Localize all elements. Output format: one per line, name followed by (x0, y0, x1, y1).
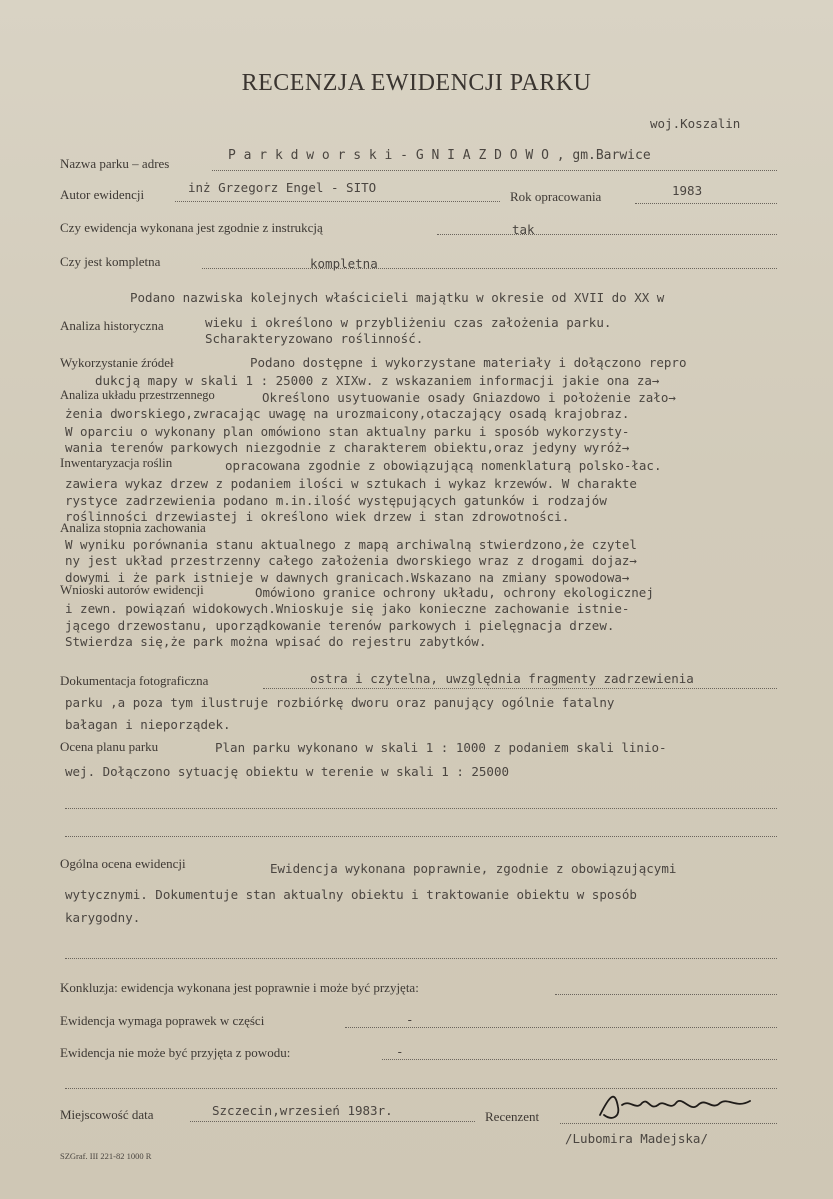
spatial-line-4: wania terenów parkowych niezgodnie z charakterem obiektu,oraz jedyny wyróż→ (65, 440, 630, 455)
historical-line-3: Scharakteryzowano roślinność. (205, 331, 424, 346)
author-line (175, 201, 500, 202)
reviewer-label: Recenzent (485, 1109, 540, 1124)
spatial-line-3: W oparciu o wykonany plan omówiono stan aktualny parku i sposób wykorzysty- (65, 424, 630, 439)
instruction-line (437, 234, 777, 235)
photo-line-1: ostra i czytelna, uwzględnia fragmenty zadrzewienia (310, 671, 694, 686)
form-title: RECENZJA EWIDENCJI PARKU (241, 70, 592, 96)
photo-line-2: parku ,a poza tym ilustruje rozbiórkę dworu oraz panujący ogólnie fatalny (65, 695, 615, 710)
place-date-value: Szczecin,wrzesień 1983r. (212, 1103, 393, 1118)
overall-blank-line (65, 958, 777, 959)
preservation-line-3: dowymi i że park istnieje w dawnych granicach.Wskazano na zmiany spowodowa→ (65, 570, 630, 585)
plants-line-2: zawiera wykaz drzew z podaniem ilości w sztukach i wykaz krzewów. W charakte (65, 476, 637, 491)
photo-label: Dokumentacja fotograficzna (60, 673, 209, 688)
historical-line-2: wieku i określono w przybliżeniu czas założenia parku. (205, 315, 612, 330)
reviewer-name: /Lubomira Madejska/ (565, 1131, 708, 1146)
overall-line-3: karygodny. (65, 910, 141, 925)
accepted-label: Konkluzja: ewidencja wykonana jest poprawnie i może być przyjęta: (60, 980, 419, 995)
sources-line-1: Podano dostępne i wykorzystane materiały i dołączono repro (250, 355, 687, 370)
historical-label: Analiza historyczna (60, 318, 164, 333)
plan-line-1: Plan parku wykonano w skali 1 : 1000 z podaniem skali linio- (215, 740, 667, 755)
complete-line (202, 268, 777, 269)
complete-label: Czy jest kompletna (60, 254, 161, 269)
spatial-line-1: Określono usytuowanie osady Gniazdowo i położenie zało→ (262, 390, 676, 405)
complete-value: kompletna (310, 256, 378, 271)
plants-line-4: roślinności drzewiastej i określono wiek drzew i stan zdrowotności. (65, 509, 570, 524)
sources-label: Wykorzystanie źródeł (60, 355, 174, 370)
partial-line (345, 1027, 777, 1028)
plants-line-1: opracowana zgodnie z obowiązującą nomenklaturą polsko-łac. (225, 458, 662, 473)
spatial-label: Analiza układu przestrzennego (60, 388, 215, 402)
park-name-label: Nazwa parku – adres (60, 156, 170, 171)
park-name-value: P a r k d w o r s k i - G N I A Z D O W O , gm.Barwice (228, 148, 651, 163)
instruction-label: Czy ewidencja wykonana jest zgodnie z instrukcją (60, 220, 323, 235)
plan-blank-line-2 (65, 836, 777, 837)
rejected-label: Ewidencja nie może być przyjęta z powodu: (60, 1045, 291, 1060)
conclusions-label: Wnioski autorów ewidencji (60, 582, 204, 597)
place-date-label: Miejscowość data (60, 1107, 154, 1122)
photo-line-3: bałagan i nieporządek. (65, 717, 231, 732)
print-code: SZGraf. III 221-82 1000 R (60, 1151, 152, 1161)
reviewer-signature (590, 1085, 770, 1125)
spatial-line-2: żenia dworskiego,zwracając uwagę na urozmaicony,otaczający osadą krajobraz. (65, 406, 630, 421)
preservation-label: Analiza stopnia zachowania (60, 520, 206, 535)
photo-line (263, 688, 777, 689)
accepted-line (555, 994, 777, 995)
sources-line-2: dukcją mapy w skali 1 : 25000 z XIXw. z wskazaniem informacji jakie ona za→ (95, 373, 660, 388)
rejected-value: - (396, 1044, 404, 1059)
rejected-line (382, 1059, 777, 1060)
preservation-line-1: W wyniku porównania stanu aktualnego z mapą archiwalną stwierdzono,że czytel (65, 537, 637, 552)
overall-line-2: wytycznymi. Dokumentuje stan aktualny obiektu i traktowanie obiektu w sposób (65, 887, 637, 902)
conclusions-line-2: i zewn. powiązań widokowych.Wnioskuje się jako konieczne zachowanie istnie- (65, 601, 630, 616)
conclusions-line-1: Omówiono granice ochrony układu, ochrony ekologicznej (255, 585, 654, 600)
plan-line-2: wej. Dołączono sytuację obiektu w terenie w skali 1 : 25000 (65, 764, 510, 779)
plan-blank-line-1 (65, 808, 777, 809)
conclusions-line-3: jącego drzewostanu, uporządkowanie terenów parkowych i pielęgnacja drzew. (65, 618, 615, 633)
place-date-line (190, 1121, 475, 1122)
instruction-value: tak (512, 222, 535, 237)
plan-label: Ocena planu parku (60, 739, 159, 754)
partial-label: Ewidencja wymaga poprawek w części (60, 1013, 265, 1028)
historical-line-1: Podano nazwiska kolejnych właścicieli majątku w okresie od XVII do XX w (130, 290, 665, 305)
year-value: 1983 (672, 183, 703, 198)
year-label: Rok opracowania (510, 189, 602, 204)
overall-line-1: Ewidencja wykonana poprawnie, zgodnie z obowiązującymi (270, 861, 677, 876)
overall-label: Ogólna ocena ewidencji (60, 856, 186, 871)
preservation-line-2: ny jest układ przestrzenny całego założenia dworskiego wraz z drogami dojaz→ (65, 553, 637, 568)
plants-label: Inwentaryzacja roślin (60, 455, 173, 470)
conclusions-line-4: Stwierdza się,że park można wpisać do rejestru zabytków. (65, 634, 487, 649)
year-line (635, 203, 777, 204)
partial-value: - (406, 1012, 414, 1027)
plants-line-3: rystyce zadrzewienia podano m.in.ilość występujących gatunków i rodzajów (65, 493, 607, 508)
region-value: woj.Koszalin (650, 116, 741, 131)
park-name-line (212, 170, 777, 171)
author-label: Autor ewidencji (60, 187, 145, 202)
author-value: inż Grzegorz Engel - SITO (188, 180, 377, 195)
